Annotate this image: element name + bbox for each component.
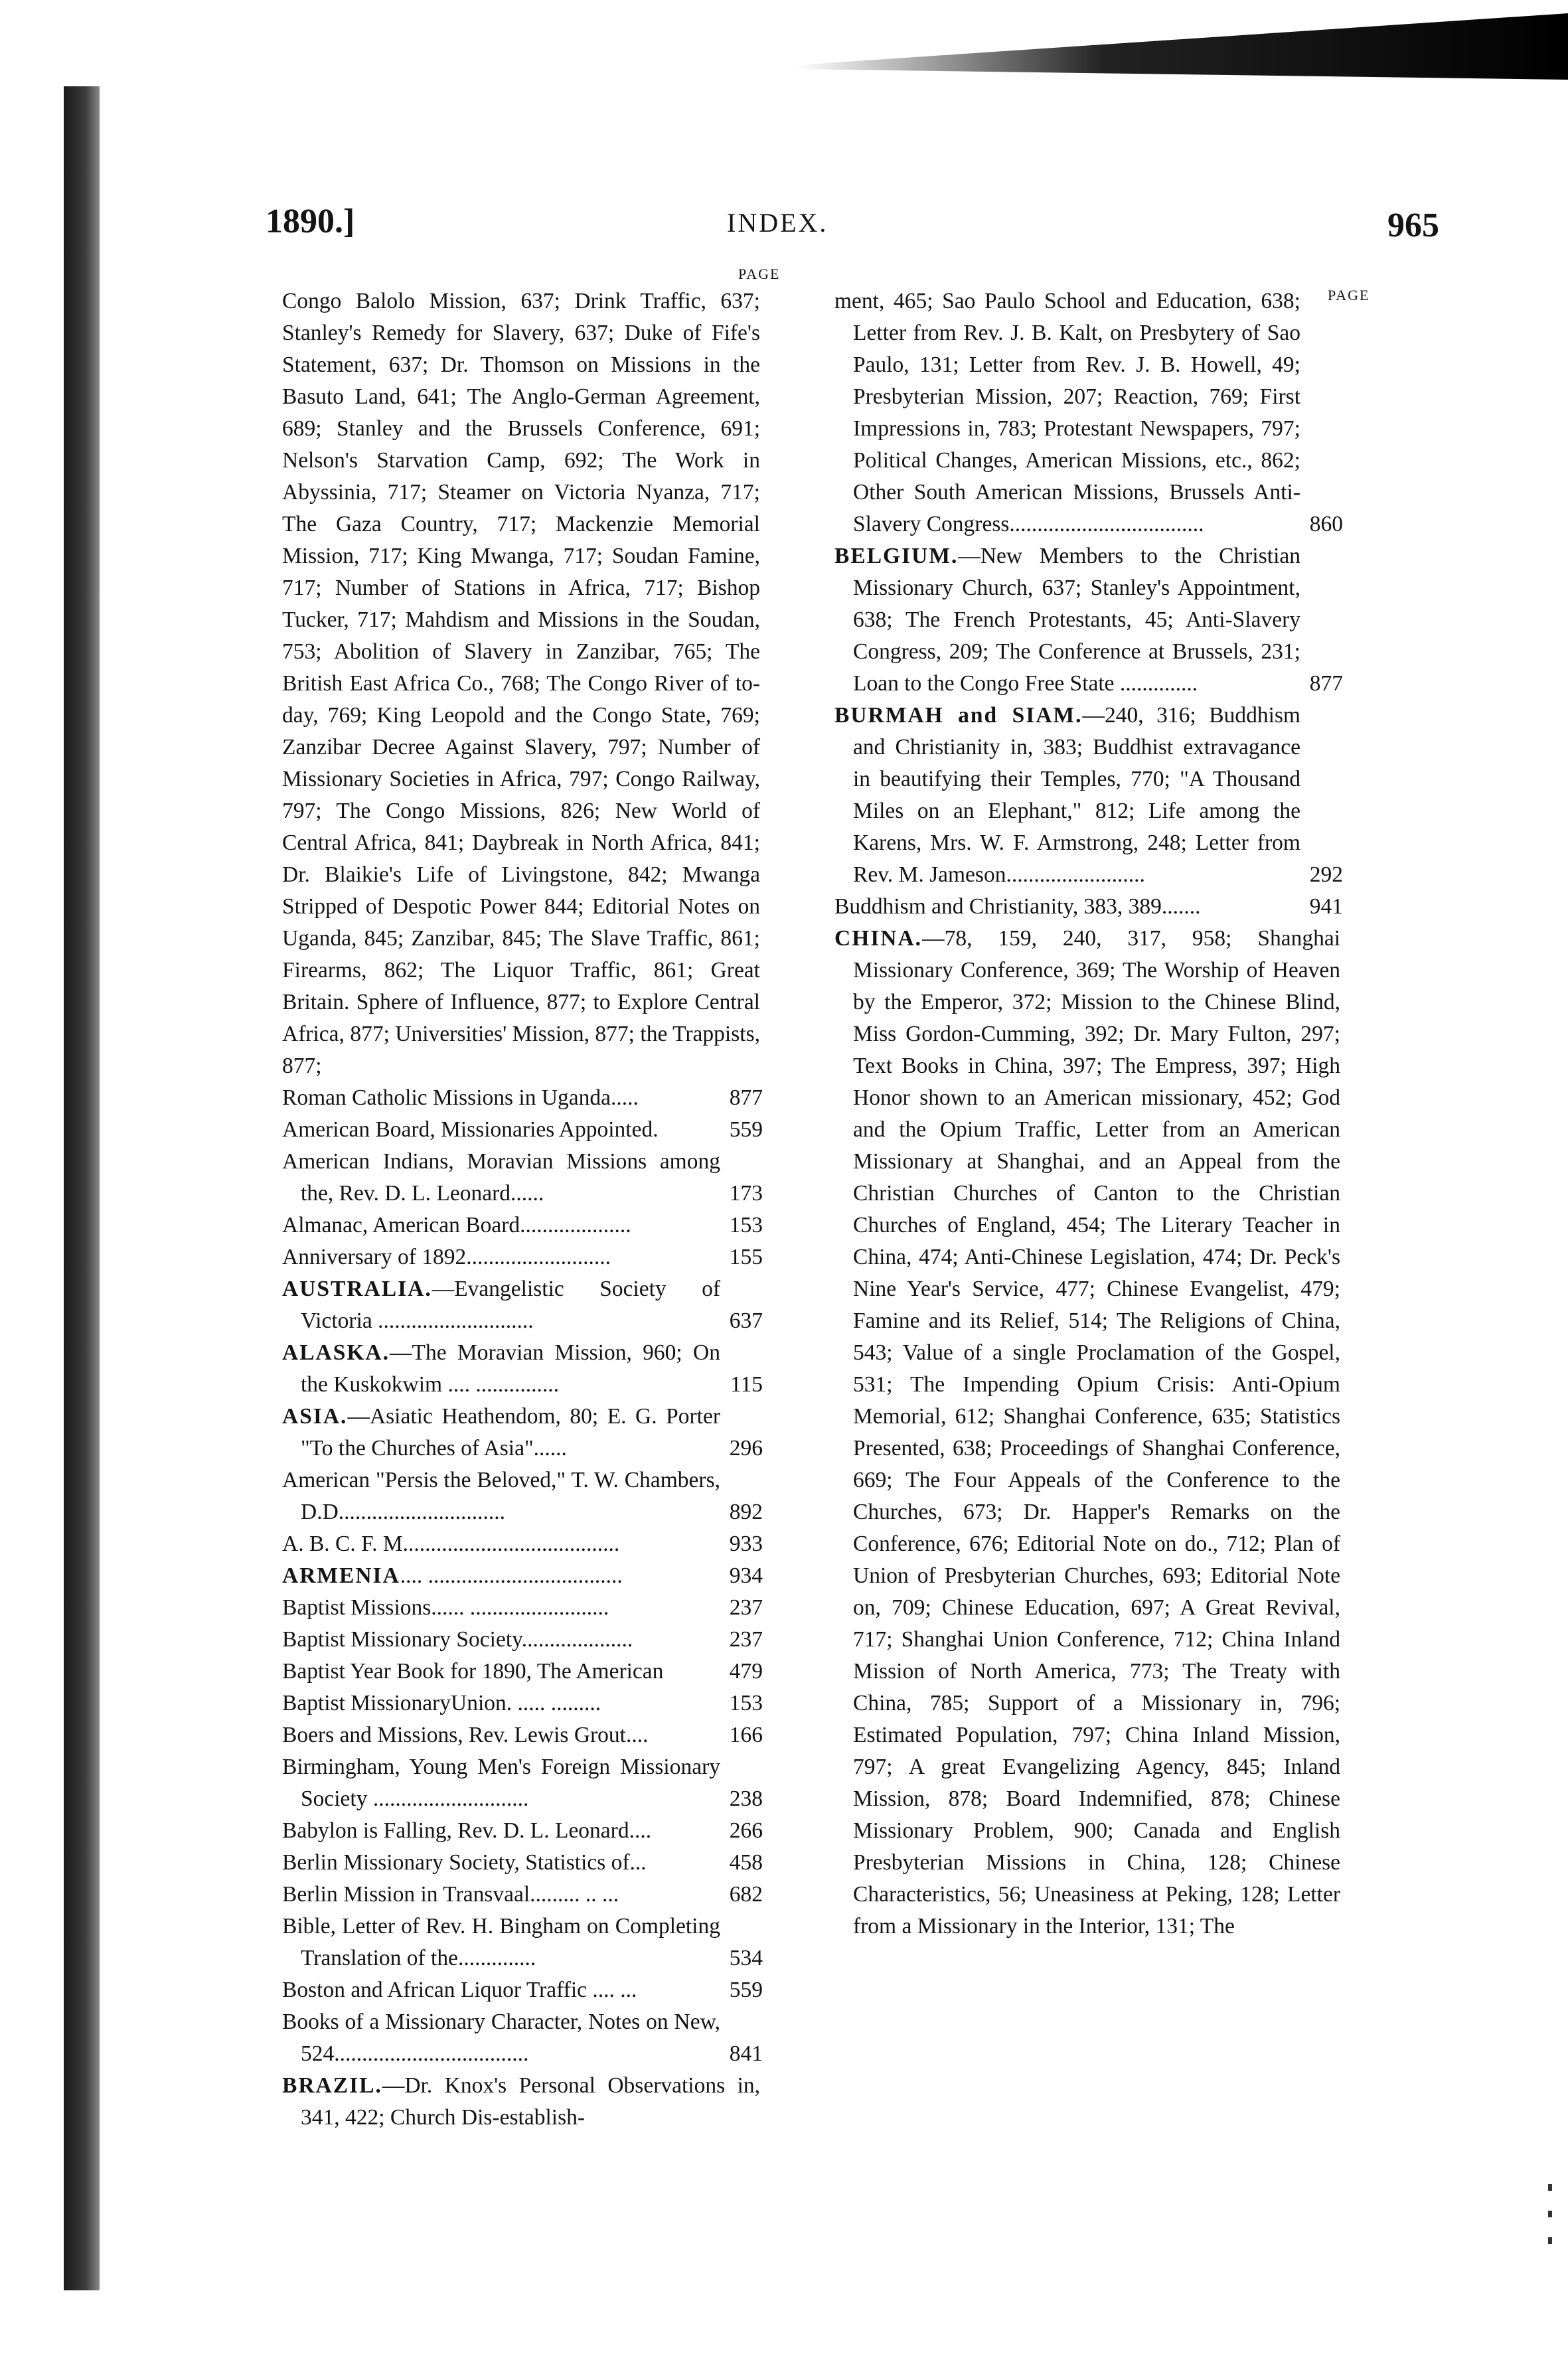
index-entry-text: Baptist Missions...... ......................... xyxy=(282,1595,609,1620)
index-entry-text: —The Moravian Mission, 960; On the Kuskokwim .... ............... xyxy=(301,1340,720,1397)
index-entry xyxy=(282,1401,763,1464)
running-head xyxy=(0,193,1568,246)
index-entry xyxy=(282,1114,763,1146)
index-page-number: 559 xyxy=(729,1978,763,2002)
index-page-number: 479 xyxy=(729,1659,763,1684)
index-entry xyxy=(282,1337,763,1401)
header-title: INDEX. xyxy=(727,208,828,238)
index-entry-text: —New Members to the Christian Missionary Church, 637; Stanley's Appointment, 638; The French Protestants, 45; Anti-Slavery Congress, 209; The Conference at Brussels, 231; Loan to the Congo Free State .............. xyxy=(853,544,1300,696)
scan-speck xyxy=(1548,2184,1552,2191)
index-entry xyxy=(282,1688,763,1719)
index-page-number: 238 xyxy=(729,1786,763,1811)
index-page-number: 877 xyxy=(1309,671,1343,696)
index-entry-text: Books of a Missionary Character, Notes on New, 524................................... xyxy=(282,2010,720,2066)
index-heading: BELGIUM. xyxy=(834,544,959,568)
index-entry-text: Roman Catholic Missions in Uganda..... xyxy=(282,1085,639,1110)
index-entry-text: American "Persis the Beloved," T. W. Chambers, D.D.............................. xyxy=(282,1468,720,1524)
index-entry xyxy=(282,1911,763,1974)
index-entry xyxy=(282,1560,763,1592)
index-entry xyxy=(834,285,1343,540)
scan-margin-shadow xyxy=(64,86,100,2290)
index-entry-text: Birmingham, Young Men's Foreign Missionary Society ............................ xyxy=(282,1755,720,1811)
index-entry-text: ment, 465; Sao Paulo School and Education, 638; Letter from Rev. J. B. Kalt, on Presbytery of Sao Paulo, 131; Letter from Rev. J. B. Howell, 49; Presbyterian Mission, 207; Reaction, 769; First Impressions in, 783; Protestant Newspapers, 797; Political Changes, American Missions, etc., 862; Other South American Missions, Brussels Anti-Slavery Congress................................... xyxy=(834,289,1300,536)
index-page-number: 860 xyxy=(1309,512,1343,536)
index-entry xyxy=(282,1592,763,1624)
index-page-number: 237 xyxy=(729,1595,763,1620)
index-entry-text: —240, 316; Buddhism and Christianity in, 383; Buddhist extravagance in beautifying their Temples, 770; "A Thousand Miles on an Elephant," 812; Life among the Karens, Mrs. W. F. Armstrong, 248; Letter from Rev. M. Jameson......................... xyxy=(853,703,1300,887)
index-entry-text: Buddhism and Christianity, 383, 389....... xyxy=(834,894,1201,919)
index-page-number: 933 xyxy=(729,1532,763,1556)
index-entry xyxy=(282,1751,763,1815)
index-list-left xyxy=(282,285,763,2134)
index-heading: ARMENIA xyxy=(282,1563,400,1588)
index-page-number: 153 xyxy=(729,1691,763,1715)
scan-speck xyxy=(1548,2237,1552,2244)
index-heading: AUSTRALIA. xyxy=(282,1277,432,1301)
index-entry-text: Boers and Missions, Rev. Lewis Grout.... xyxy=(282,1723,649,1747)
index-entry-text: Baptist Year Book for 1890, The American xyxy=(282,1659,664,1684)
index-page-number: 153 xyxy=(729,1213,763,1237)
index-page-number: 296 xyxy=(729,1436,763,1461)
index-entry-text: Anniversary of 1892.......................... xyxy=(282,1245,611,1269)
index-entry-text: —Asiatic Heathendom, 80; E. G. Porter "To the Churches of Asia"...... xyxy=(301,1404,720,1461)
index-page-number: 173 xyxy=(729,1181,763,1206)
right-page-label: PAGE xyxy=(1328,287,1370,303)
index-page-number: 841 xyxy=(729,2041,763,2066)
index-entry-text: Baptist Missionary Society.................... xyxy=(282,1627,633,1652)
index-page-number: 941 xyxy=(1309,894,1343,919)
index-entry xyxy=(282,1241,763,1273)
index-entry xyxy=(282,2006,763,2070)
index-entry xyxy=(282,1464,763,1528)
index-entry-text: Bible, Letter of Rev. H. Bingham on Completing Translation of the.............. xyxy=(282,1914,720,1970)
index-column-left xyxy=(282,285,763,2134)
index-page-number: 166 xyxy=(729,1723,763,1747)
index-entry xyxy=(282,1210,763,1241)
index-entry-text: American Indians, Moravian Missions among the, Rev. D. L. Leonard...... xyxy=(282,1149,720,1206)
index-page-number: 559 xyxy=(729,1117,763,1142)
index-entry xyxy=(282,2070,760,2134)
index-page-number: 682 xyxy=(729,1882,763,1907)
index-entry-text: .... ................................... xyxy=(400,1563,623,1588)
header-page-number: 965 xyxy=(1387,206,1439,244)
index-page-number: 458 xyxy=(729,1850,763,1875)
index-entry xyxy=(282,1879,763,1911)
scan-top-edge xyxy=(797,0,1568,80)
index-entry-text: Congo Balolo Mission, 637; Drink Traffic, 637; Stanley's Remedy for Slavery, 637; Duke of Fife's Statement, 637; Dr. Thomson on Missions in the Basuto Land, 641; The Anglo-German Agreement, 689; Stanley and the Brussels Conference, 691; Nelson's Starvation Camp, 692; The Work in Abyssinia, 717; Steamer on Victoria Nyanza, 717; The Gaza Country, 717; Mackenzie Memorial Mission, 717; King Mwanga, 717; Soudan Famine, 717; Number of Stations in Africa, 717; Bishop Tucker, 717; Mahdism and Missions in the Soudan, 753; Abolition of Slavery in Zanzibar, 765; The British East Africa Co., 768; The Congo River of to-day, 769; King Leopold and the Congo State, 769; Zanzibar Decree Against Slavery, 797; Number of Missionary Societies in Africa, 797; Congo Railway, 797; The Congo Missions, 826; New World of Central Africa, 841; Daybreak in North Africa, 841; Dr. Blaikie's Life of Livingstone, 842; Mwanga Stripped of Despotic Power 844; Editorial Notes on Uganda, 845; Zanzibar, 845; The Slave Traffic, 861; Firearms, 862; The Liquor Traffic, 861; Great Britain. Sphere of Influence, 877; to Explore Central Africa, 877; Universities' Mission, 877; the Trappists, 877; xyxy=(282,289,760,1078)
index-page-number: 877 xyxy=(729,1085,763,1110)
index-entry-text: —Dr. Knox's Personal Observations in, 341, 422; Church Dis-establish- xyxy=(301,2073,760,2130)
index-entry xyxy=(834,700,1343,891)
index-entry xyxy=(282,1624,763,1656)
index-page-number: 934 xyxy=(729,1563,763,1588)
index-page-number: 637 xyxy=(729,1308,763,1333)
index-entry-text: —78, 159, 240, 317, 958; Shanghai Missionary Conference, 369; The Worship of Heaven by the Emperor, 372; Mission to the Chinese Blind, Miss Gordon-Cumming, 392; Dr. Mary Fulton, 297; Text Books in China, 397; The Empress, 397; High Honor shown to an American missionary, 452; God and the Opium Traffic, Letter from an American Missionary at Shanghai, and an Appeal from the Christian Churches of Canton to the Christian Churches of England, 454; The Literary Teacher in China, 474; Anti-Chinese Legislation, 474; Dr. Peck's Nine Year's Service, 477; Chinese Evangelist, 479; Famine and its Relief, 514; The Religions of China, 543; Value of a single Proclamation of the Gospel, 531; The Impending Opium Crisis: Anti-Opium Memorial, 612; Shanghai Conference, 635; Statistics Presented, 638; Proceedings of Shanghai Conference, 669; The Four Appeals of the Conference to the Churches, 673; Dr. Happer's Remarks on the Conference, 676; Editorial Note on do., 712; Plan of Union of Presbyterian Churches, 693; Editorial Note on, 709; Chinese Education, 697; A Great Revival, 717; Shanghai Union Conference, 712; China Inland Mission of North America, 773; The Treaty with China, 785; Support of a Missionary in, 796; Estimated Population, 797; China Inland Mission, 797; A great Evangelizing Agency, 845; Inland Mission, 878; Board Indemnified, 878; Chinese Missionary Problem, 900; Canada and English Presbyterian Missions in China, 128; Chinese Characteristics, 56; Uneasiness at Peking, 128; Letter from a Missionary in the Interior, 131; The xyxy=(853,926,1340,1939)
index-heading: ALASKA. xyxy=(282,1340,390,1365)
index-entry xyxy=(282,1719,763,1751)
index-entry-text: Baptist MissionaryUnion. ..... ......... xyxy=(282,1691,601,1715)
index-entry xyxy=(282,1528,763,1560)
index-entry-text: Babylon is Falling, Rev. D. L. Leonard.... xyxy=(282,1818,652,1843)
index-column-right xyxy=(834,285,1343,1942)
index-entry xyxy=(282,1273,763,1337)
index-page-number: 292 xyxy=(1309,862,1343,887)
index-list-right xyxy=(834,285,1343,1942)
index-heading: BRAZIL. xyxy=(282,2073,382,2098)
index-entry xyxy=(282,1656,763,1688)
index-entry-text: American Board, Missionaries Appointed. xyxy=(282,1117,659,1142)
index-heading: CHINA. xyxy=(834,926,923,951)
index-heading: BURMAH and SIAM. xyxy=(834,703,1083,728)
index-heading: ASIA. xyxy=(282,1404,348,1429)
index-entry xyxy=(282,1082,763,1114)
index-entry-text: —Evangelistic Society of Victoria ............................ xyxy=(301,1277,720,1333)
index-entry xyxy=(282,1146,763,1210)
index-entry-text: Almanac, American Board.................... xyxy=(282,1213,631,1237)
index-entry-text: A. B. C. F. M....................................... xyxy=(282,1532,620,1556)
index-entry xyxy=(834,923,1340,1942)
scan-speck xyxy=(1548,2211,1552,2217)
index-page-number: 115 xyxy=(730,1372,763,1397)
index-entry xyxy=(834,540,1343,700)
index-page-number: 266 xyxy=(729,1818,763,1843)
index-entry-text: Berlin Mission in Transvaal......... .. ... xyxy=(282,1882,619,1907)
index-entry xyxy=(282,1974,763,2006)
index-entry-text: Berlin Missionary Society, Statistics of... xyxy=(282,1850,647,1875)
header-year: 1890.] xyxy=(266,202,355,240)
index-page-number: 534 xyxy=(729,1946,763,1970)
index-entry xyxy=(282,1847,763,1879)
index-entry xyxy=(834,891,1343,923)
index-page-number: 155 xyxy=(729,1245,763,1269)
index-entry-text: Boston and African Liquor Traffic .... ... xyxy=(282,1978,637,2002)
index-page-number: 892 xyxy=(729,1500,763,1524)
index-entry xyxy=(282,1815,763,1847)
index-entry xyxy=(282,285,760,1082)
index-page-number: 237 xyxy=(729,1627,763,1652)
left-page-label: PAGE xyxy=(738,266,781,282)
